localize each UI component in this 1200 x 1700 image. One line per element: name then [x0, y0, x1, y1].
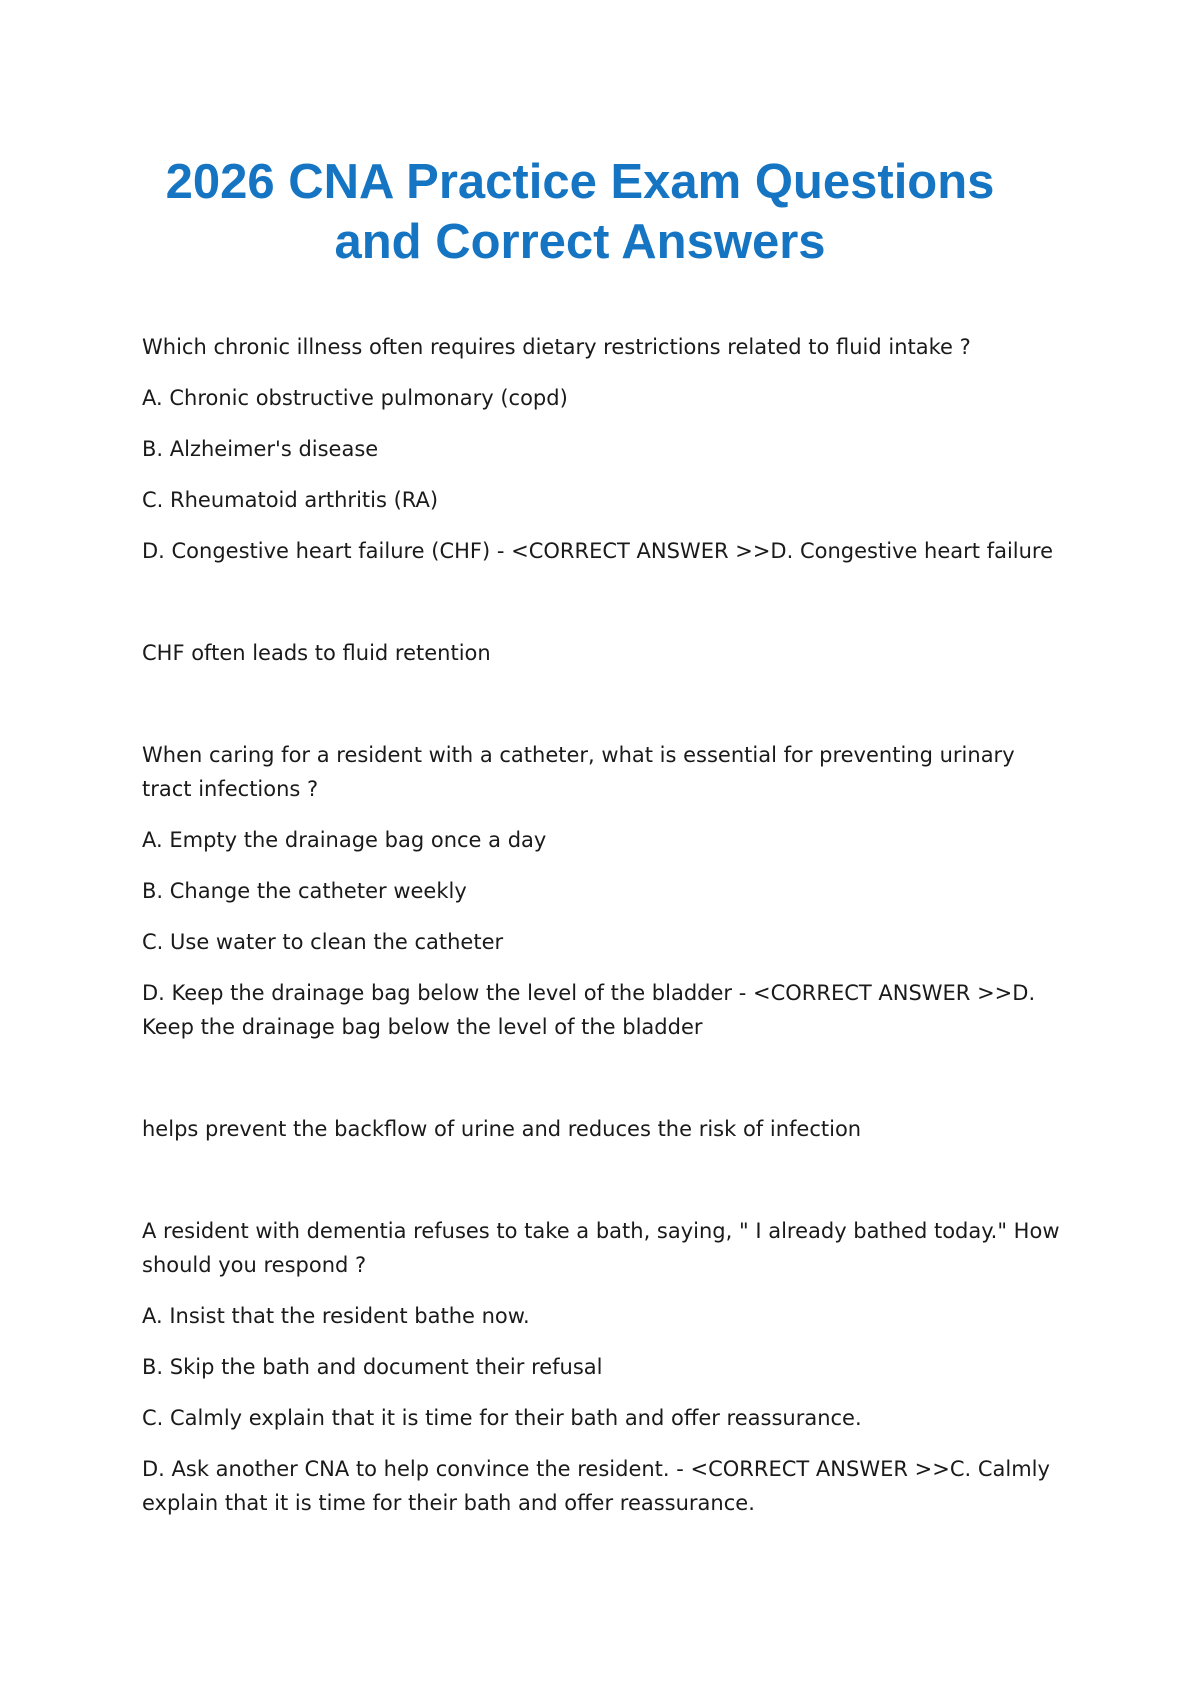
answer-rationale: helps prevent the backflow of urine and reduces the risk of infection	[142, 1117, 862, 1141]
answer-option: C. Calmly explain that it is time for their bath and offer reassurance.	[142, 1406, 862, 1430]
spacer	[142, 687, 1062, 738]
answer-option: B. Change the catheter weekly	[142, 879, 467, 903]
answer-option-correct: D. Ask another CNA to help convince the resident. - <CORRECT ANSWER >>C. Calmly explain that it is time for their bath and offer reassurance.	[142, 1457, 1050, 1515]
title-line-2: and Correct Answers	[334, 215, 826, 269]
answer-option: C. Use water to clean the catheter	[142, 930, 504, 954]
answer-rationale: CHF often leads to fluid retention	[142, 641, 491, 665]
title-line-1: 2026 CNA Practice Exam Questions	[165, 155, 995, 209]
question-block	[142, 1214, 1062, 1520]
page-title	[0, 152, 1160, 272]
answer-option-correct: D. Keep the drainage bag below the level of the bladder - <CORRECT ANSWER >>D. Keep the drainage bag below the level of the bladder	[142, 981, 1036, 1039]
answer-option: A. Insist that the resident bathe now.	[142, 1304, 530, 1328]
answer-option: C. Rheumatoid arthritis (RA)	[142, 488, 439, 512]
question-block	[142, 330, 1062, 738]
answer-option-correct: D. Congestive heart failure (CHF) - <CORRECT ANSWER >>D. Congestive heart failure	[142, 539, 1054, 563]
question-prompt: A resident with dementia refuses to take a bath, saying, " I already bathed today." How should you respond ?	[142, 1219, 1060, 1277]
answer-option: A. Empty the drainage bag once a day	[142, 828, 547, 852]
answer-option: B. Alzheimer's disease	[142, 437, 379, 461]
question-block	[142, 738, 1062, 1214]
questions-body	[142, 330, 1062, 1537]
spacer	[142, 1163, 1062, 1214]
question-prompt: Which chronic illness often requires dietary restrictions related to fluid intake ?	[142, 335, 971, 359]
answer-option: A. Chronic obstructive pulmonary (copd)	[142, 386, 568, 410]
spacer	[142, 1061, 1062, 1112]
spacer	[142, 585, 1062, 636]
answer-option: B. Skip the bath and document their refusal	[142, 1355, 603, 1379]
question-prompt: When caring for a resident with a catheter, what is essential for preventing urinary tract infections ?	[142, 743, 1015, 801]
